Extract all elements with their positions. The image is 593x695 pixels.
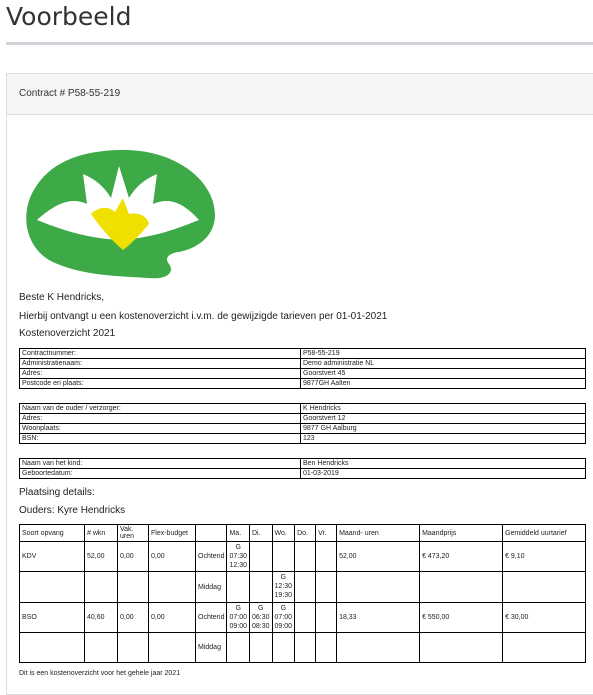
table-row <box>20 469 586 479</box>
table-cell: 40,60 <box>85 603 118 633</box>
table-cell: 52,00 <box>337 542 420 572</box>
table-cell <box>85 572 118 603</box>
table-cell: BSO <box>20 603 85 633</box>
table-cell: Postcode en plaats: <box>20 379 301 389</box>
table-cell: € 550,00 <box>420 603 503 633</box>
table-cell <box>227 633 250 663</box>
child-table <box>19 458 586 479</box>
contract-table <box>19 348 586 389</box>
table-cell: 0,00 <box>149 542 196 572</box>
table-cell: € 30,00 <box>503 603 586 633</box>
table-cell: 52,00 <box>85 542 118 572</box>
footer-note: Dit is een kostenoverzicht voor het gehele jaar 2021 <box>19 670 181 677</box>
table-row <box>20 424 586 434</box>
table-row <box>20 434 586 444</box>
table-cell: G 07:00 09:00 <box>272 603 295 633</box>
table-row <box>20 369 586 379</box>
table-cell: Administratienaam: <box>20 359 301 369</box>
table-cell: G 12:30 19:30 <box>272 572 295 603</box>
table-cell: 18,33 <box>337 603 420 633</box>
col-header: Ma. <box>227 525 250 542</box>
table-cell <box>420 633 503 663</box>
table-cell <box>316 572 337 603</box>
table-cell: € 473,20 <box>420 542 503 572</box>
table-cell: G 07:00 09:00 <box>227 603 250 633</box>
table-cell: 123 <box>301 434 586 444</box>
contract-panel <box>6 73 593 695</box>
col-header: Flex-budget <box>149 525 196 542</box>
col-header: Di. <box>250 525 273 542</box>
table-row <box>20 633 586 663</box>
table-cell: BSN: <box>20 434 301 444</box>
table-cell <box>316 603 337 633</box>
col-header: # wkn <box>85 525 118 542</box>
table-cell: Contractnummer: <box>20 349 301 359</box>
table-row <box>20 359 586 369</box>
table-cell: € 9,10 <box>503 542 586 572</box>
table-row <box>20 404 586 414</box>
table-cell <box>227 572 250 603</box>
col-header: Soort opvang <box>20 525 85 542</box>
table-cell <box>20 633 85 663</box>
table-cell <box>272 633 295 663</box>
table-cell <box>316 542 337 572</box>
table-cell: G 07:30 12:30 <box>227 542 250 572</box>
table-cell <box>503 572 586 603</box>
table-cell: Naam van de ouder / verzorger: <box>20 404 301 414</box>
greeting: Beste K Hendricks, <box>19 292 105 303</box>
col-header: Wo. <box>272 525 295 542</box>
table-cell: Ben Hendricks <box>301 459 586 469</box>
plan-header-row <box>20 525 586 542</box>
table-cell: Ochtend <box>196 542 227 572</box>
table-cell: Goorstvert 12 <box>301 414 586 424</box>
table-cell: P58-55-219 <box>301 349 586 359</box>
table-cell <box>295 633 316 663</box>
table-cell <box>337 633 420 663</box>
col-header: Vak. uren <box>118 525 149 542</box>
table-row <box>20 414 586 424</box>
table-cell <box>85 633 118 663</box>
table-cell: K Hendricks <box>301 404 586 414</box>
panel-header: Contract # P58-55-219 <box>7 74 593 115</box>
table-cell <box>337 572 420 603</box>
table-cell <box>295 603 316 633</box>
table-cell: Woonplaats: <box>20 424 301 434</box>
col-header: Do. <box>295 525 316 542</box>
intro-text: Hierbij ontvangt u een kostenoverzicht i.v.m. de gewijzigde tarieven per 01-01-2021 <box>19 311 388 322</box>
table-cell <box>20 572 85 603</box>
table-cell <box>295 572 316 603</box>
table-cell <box>250 572 273 603</box>
table-cell: Ochtend <box>196 603 227 633</box>
table-cell <box>503 633 586 663</box>
placement-title: Plaatsing details: <box>19 487 95 498</box>
overview-title: Kostenoverzicht 2021 <box>19 328 116 339</box>
col-header: Maand- uren <box>337 525 420 542</box>
table-row <box>20 349 586 359</box>
table-row <box>20 603 586 633</box>
table-cell <box>118 572 149 603</box>
table-row <box>20 572 586 603</box>
col-header: Gemiddeld uurtarief <box>503 525 586 542</box>
table-cell <box>295 542 316 572</box>
table-cell: G 06:30 08:30 <box>250 603 273 633</box>
table-cell <box>250 542 273 572</box>
table-cell <box>149 633 196 663</box>
col-header: Vr. <box>316 525 337 542</box>
table-cell: Goorstvert 45 <box>301 369 586 379</box>
table-cell: Geboortedatum: <box>20 469 301 479</box>
page-title: Voorbeeld <box>6 2 132 31</box>
placement-table <box>19 524 586 663</box>
table-cell: Middag <box>196 633 227 663</box>
table-cell: Naam van het kind: <box>20 459 301 469</box>
table-row <box>20 379 586 389</box>
parents-line: Ouders: Kyre Hendricks <box>19 505 126 516</box>
table-cell: Middag <box>196 572 227 603</box>
table-cell <box>149 572 196 603</box>
table-cell: 9877GH Aalten <box>301 379 586 389</box>
parent-table <box>19 403 586 444</box>
table-cell: 9877 GH Aalburg <box>301 424 586 434</box>
table-cell <box>420 572 503 603</box>
table-row <box>20 542 586 572</box>
table-cell: Demo administratie NL <box>301 359 586 369</box>
title-divider <box>6 42 593 45</box>
table-cell <box>118 633 149 663</box>
col-header <box>196 525 227 542</box>
table-cell: Adres: <box>20 369 301 379</box>
table-cell: Adres: <box>20 414 301 424</box>
table-cell: 0,00 <box>118 542 149 572</box>
table-cell: 0,00 <box>118 603 149 633</box>
water-lily-logo <box>19 140 215 280</box>
table-cell: 0,00 <box>149 603 196 633</box>
table-cell: KDV <box>20 542 85 572</box>
table-cell <box>250 633 273 663</box>
table-cell <box>316 633 337 663</box>
col-header: Maandprijs <box>420 525 503 542</box>
table-row <box>20 459 586 469</box>
table-cell: 01-03-2019 <box>301 469 586 479</box>
table-cell <box>272 542 295 572</box>
